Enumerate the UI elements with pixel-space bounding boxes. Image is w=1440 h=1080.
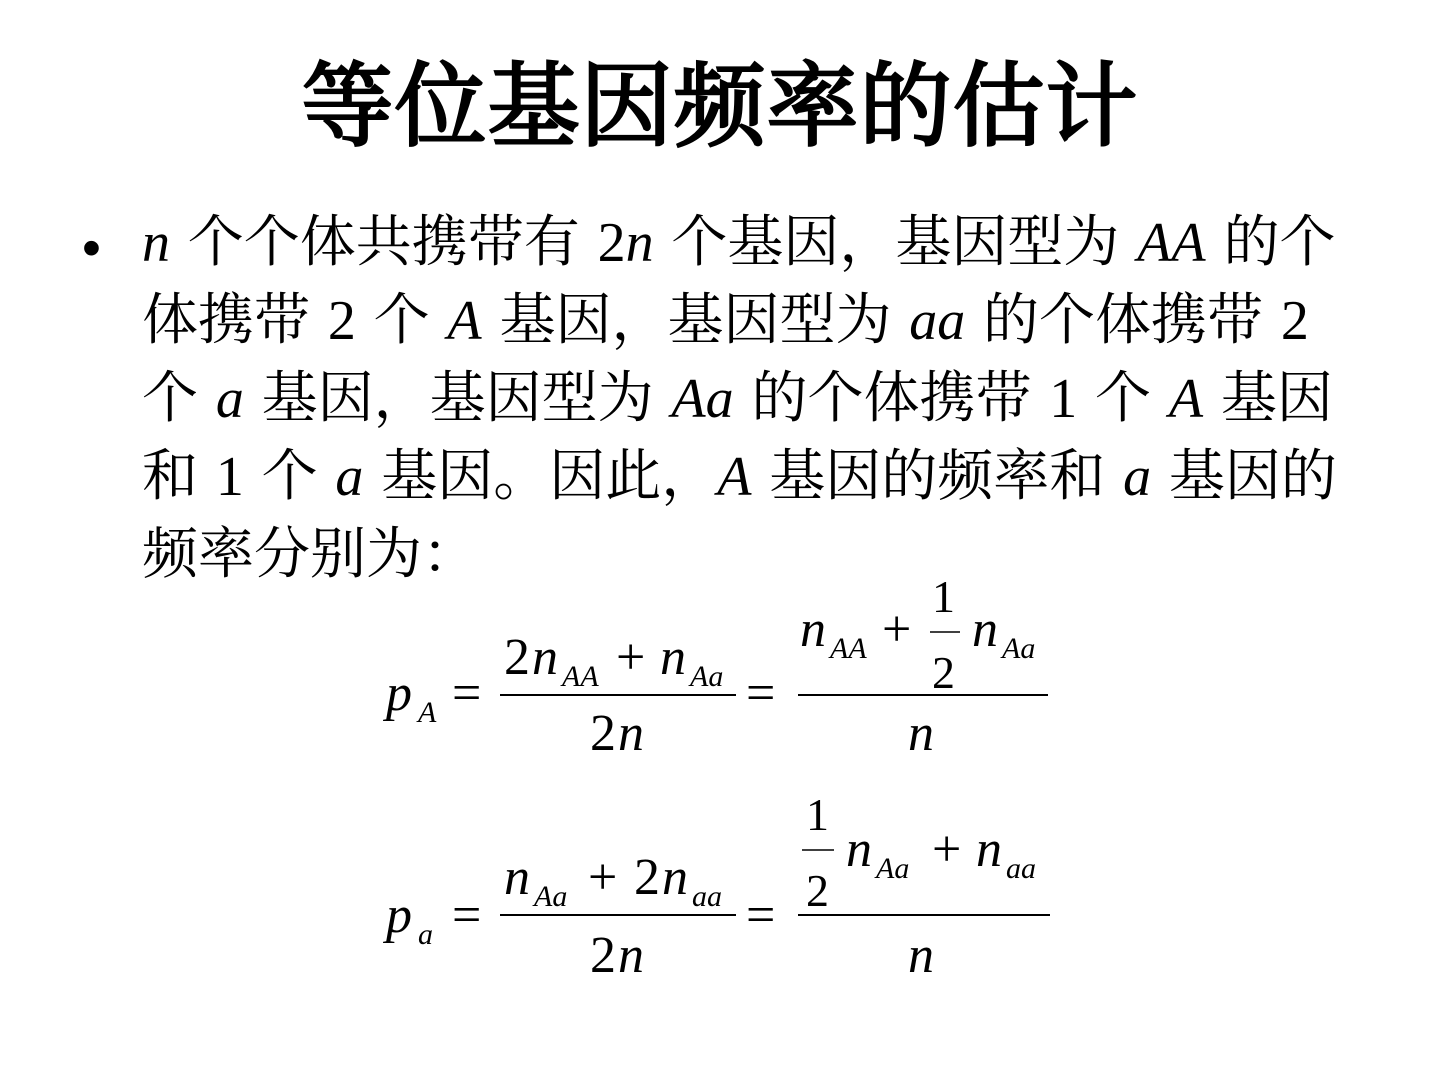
math-variable: aa [909, 290, 966, 352]
bullet-item [82, 204, 1362, 593]
math-variable: n [625, 212, 654, 274]
pa-f2-num-sub1: Aa [876, 852, 910, 885]
math-number: 1 [1049, 368, 1078, 430]
formula-p-A [380, 570, 1080, 770]
math-number: 2 [327, 290, 356, 352]
pA-f1-num-plus: + [616, 629, 646, 686]
text-run: 基因。因此， [363, 444, 718, 509]
math-variable: A [447, 290, 482, 352]
text-run: 个基因，基因型为 [653, 210, 1138, 275]
pA-f2-num-n2: n [972, 601, 998, 658]
math-number: 1 [215, 446, 244, 508]
pA-f1-den-n: n [618, 705, 644, 762]
text-run: 基因的频率分别为： [142, 444, 1337, 587]
math-variable: Aa [671, 368, 734, 430]
pA-f1-num-n2: n [660, 629, 686, 686]
math-variable: A [1168, 368, 1204, 430]
pA-f1-num-sub2: Aa [690, 660, 724, 693]
math-number: 2 [597, 212, 626, 274]
text-run: 个 [1077, 366, 1169, 431]
math-variable: a [1123, 446, 1152, 508]
pa-f2-den-n: n [908, 927, 934, 984]
pa-subscript: a [418, 918, 433, 951]
pa-f2-num-sub2: aa [1006, 852, 1036, 885]
slide-title: 等位基因频率的估计 [301, 53, 1139, 160]
math-variable: n [142, 212, 170, 274]
text-run: 基因的频率和 [751, 444, 1124, 509]
formula-p-a [380, 790, 1080, 990]
pA-f2-half-num: 1 [932, 571, 955, 622]
pA-f1-den-2: 2 [590, 705, 616, 762]
pa-f1-num-n1: n [504, 849, 530, 906]
text-run: 基因和 [142, 366, 1333, 509]
pA-f1-num-sub1: AA [562, 660, 599, 693]
pA-f2-num-n1: n [800, 601, 826, 658]
pA-f2-den-n: n [908, 705, 934, 762]
pA-f2-half-den: 2 [932, 647, 955, 698]
pA-f2-num-sub1: AA [830, 632, 867, 665]
pa-f2-half-num: 1 [806, 790, 829, 840]
pA-f2-num-plus: + [882, 601, 912, 658]
text-run: 的个体携带 [965, 288, 1281, 353]
math-number: 2 [1280, 290, 1309, 352]
text-run: 个 [243, 444, 336, 509]
pa-f1-num-sub2: aa [692, 880, 722, 913]
pa-f1-den-n: n [618, 927, 644, 984]
pa-f1-num-sub1: Aa [534, 880, 568, 913]
pA-f2-num-sub2: Aa [1002, 632, 1036, 665]
math-variable: A [717, 446, 752, 508]
pA-equals-1: = [452, 665, 482, 722]
pa-f2-num-n2: n [976, 821, 1002, 878]
text-run: 个 [355, 288, 448, 353]
math-variable: a [215, 368, 244, 430]
pA-f1-num-2: 2 [504, 629, 530, 686]
pa-symbol: p [386, 887, 412, 944]
text-run: 的个体携带 [733, 366, 1050, 431]
pa-f2-num-plus: + [932, 821, 962, 878]
pa-f1-num-plus: + [588, 849, 618, 906]
pa-f1-num-n2: n [662, 849, 688, 906]
pA-equals-2: = [746, 665, 776, 722]
text-run: 基因，基因型为 [481, 288, 910, 353]
bullet-dot-icon: • [82, 218, 101, 278]
pa-f1-den-2: 2 [590, 927, 616, 984]
math-variable: a [335, 446, 364, 508]
text-run: 个 [142, 366, 216, 431]
text-run: 基因，基因型为 [243, 366, 672, 431]
text-run: 个个体共携带有 [170, 210, 598, 275]
pa-f2-num-n1: n [846, 821, 872, 878]
pa-f2-half-den: 2 [806, 865, 829, 916]
text-run: 的个体携带 [142, 210, 1336, 353]
pa-equals-1: = [452, 887, 482, 944]
pA-subscript: A [418, 696, 437, 729]
pa-equals-2: = [746, 887, 776, 944]
pA-symbol: p [386, 665, 412, 722]
math-variable: AA [1137, 212, 1206, 274]
bullet-text [142, 204, 1362, 593]
pa-f1-num-2: 2 [634, 849, 660, 906]
pA-f1-num-n1: n [532, 629, 558, 686]
